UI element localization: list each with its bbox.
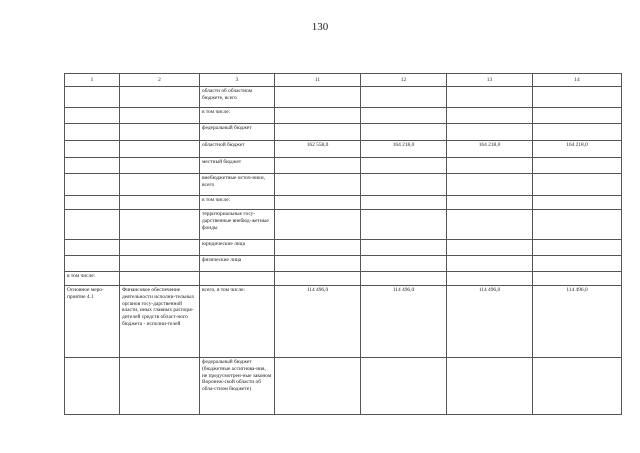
table-cell: [533, 210, 622, 240]
table-cell: [447, 210, 533, 240]
table-row: [65, 358, 622, 415]
column-header: 13: [447, 74, 533, 87]
table-row: [65, 87, 622, 108]
table-cell: физические лица: [200, 256, 275, 272]
table-cell: областной бюджет: [200, 141, 275, 158]
table-cell: [120, 174, 200, 196]
table-cell: 164 218,0: [533, 141, 622, 158]
table-cell: в том числе:: [65, 272, 120, 286]
table-cell: местный бюджет: [200, 158, 275, 174]
table-row: [65, 141, 622, 158]
table-cell: [275, 174, 361, 196]
table-cell: [65, 108, 120, 124]
table-cell: [120, 196, 200, 210]
table-cell: [447, 108, 533, 124]
table-cell: [361, 124, 447, 141]
table-cell: [65, 158, 120, 174]
table-cell: [120, 256, 200, 272]
table-cell: в том числе:: [200, 108, 275, 124]
table-row: [65, 256, 622, 272]
table-cell: [200, 272, 275, 286]
table-cell: 114 496,0: [447, 286, 533, 358]
column-header: 14: [533, 74, 622, 87]
table-cell: [275, 256, 361, 272]
table-cell: [361, 272, 447, 286]
table-cell: [275, 108, 361, 124]
table-cell: [120, 124, 200, 141]
table-cell: [361, 158, 447, 174]
table-row: [65, 196, 622, 210]
table-cell: [275, 240, 361, 256]
table-cell: [120, 87, 200, 108]
table-cell: [120, 240, 200, 256]
table-cell: Основное меро-приятие 4.1: [65, 286, 120, 358]
table-cell: [120, 108, 200, 124]
table-cell: [361, 240, 447, 256]
table-row: [65, 272, 622, 286]
table-cell: [533, 256, 622, 272]
table-cell: [447, 272, 533, 286]
table-cell: в том числе:: [200, 196, 275, 210]
table-cell: [120, 358, 200, 415]
column-header: 1: [65, 74, 120, 87]
budget-table: [64, 73, 622, 415]
table-cell: [447, 174, 533, 196]
table-cell: [120, 272, 200, 286]
table-cell: [275, 87, 361, 108]
table-cell: [361, 256, 447, 272]
table-cell: [533, 124, 622, 141]
table-cell: [533, 272, 622, 286]
table-cell: [65, 87, 120, 108]
table-cell: всего, в том числе:: [200, 286, 275, 358]
table-cell: [65, 124, 120, 141]
table-cell: [65, 358, 120, 415]
table-cell: [533, 108, 622, 124]
table-cell: 164 218,0: [447, 141, 533, 158]
column-header: 2: [120, 74, 200, 87]
table-cell: [275, 272, 361, 286]
table-cell: [447, 196, 533, 210]
table-cell: [65, 240, 120, 256]
table-cell: территориальные госу-дарственные внебюд-жетные фонды: [200, 210, 275, 240]
table-cell: [120, 210, 200, 240]
table-cell: [361, 87, 447, 108]
table-cell: [447, 87, 533, 108]
table-cell: [120, 141, 200, 158]
table-cell: [275, 210, 361, 240]
table-cell: [447, 158, 533, 174]
table-cell: [275, 124, 361, 141]
table-cell: [533, 158, 622, 174]
table-cell: [275, 196, 361, 210]
table-cell: федеральный бюджет (бюджетные ассигнова-ния, не предусмотрен-ные законом Воронеж-ской области об обла-стном бюджете): [200, 358, 275, 415]
table-cell: [275, 158, 361, 174]
table-cell: [533, 358, 622, 415]
table-row: [65, 210, 622, 240]
table-cell: [533, 196, 622, 210]
table-cell: [65, 141, 120, 158]
table-row: [65, 240, 622, 256]
table-cell: [361, 358, 447, 415]
table-row: [65, 174, 622, 196]
table-cell: [447, 358, 533, 415]
table-cell: [447, 124, 533, 141]
table-cell: [120, 158, 200, 174]
table-cell: [65, 210, 120, 240]
page-number: 130: [311, 21, 329, 33]
table-cell: Финансовое обеспечение деятельности исполни-тельных органов госу-дарственной власти, иных главных распоря-дителей средств област-ного бюджета - исполни-телей: [120, 286, 200, 358]
table-cell: [533, 87, 622, 108]
table-cell: [65, 256, 120, 272]
table-row: [65, 124, 622, 141]
table-cell: [447, 240, 533, 256]
table-cell: [65, 196, 120, 210]
table-cell: 164 218,0: [361, 141, 447, 158]
table-cell: области об областном бюджете, всего: [200, 87, 275, 108]
column-header: 3: [200, 74, 275, 87]
table-cell: [65, 174, 120, 196]
table-cell: юридические лица: [200, 240, 275, 256]
table-header-row: [65, 74, 622, 87]
column-header: 12: [361, 74, 447, 87]
table-cell: [533, 174, 622, 196]
table-cell: внебюджетные источ-ники, всего: [200, 174, 275, 196]
table-cell: [447, 256, 533, 272]
column-header: 11: [275, 74, 361, 87]
table-row: [65, 108, 622, 124]
table-cell: федеральный бюджет: [200, 124, 275, 141]
table-cell: 114 496,0: [533, 286, 622, 358]
table-cell: [275, 358, 361, 415]
table-cell: 114 496,0: [361, 286, 447, 358]
table-cell: [361, 210, 447, 240]
table-cell: [361, 108, 447, 124]
table-cell: [533, 240, 622, 256]
table-cell: 114 496,0: [275, 286, 361, 358]
table-cell: [361, 196, 447, 210]
table-cell: 162 558,0: [275, 141, 361, 158]
table-row: [65, 158, 622, 174]
table-cell: [361, 174, 447, 196]
table-row: [65, 286, 622, 358]
